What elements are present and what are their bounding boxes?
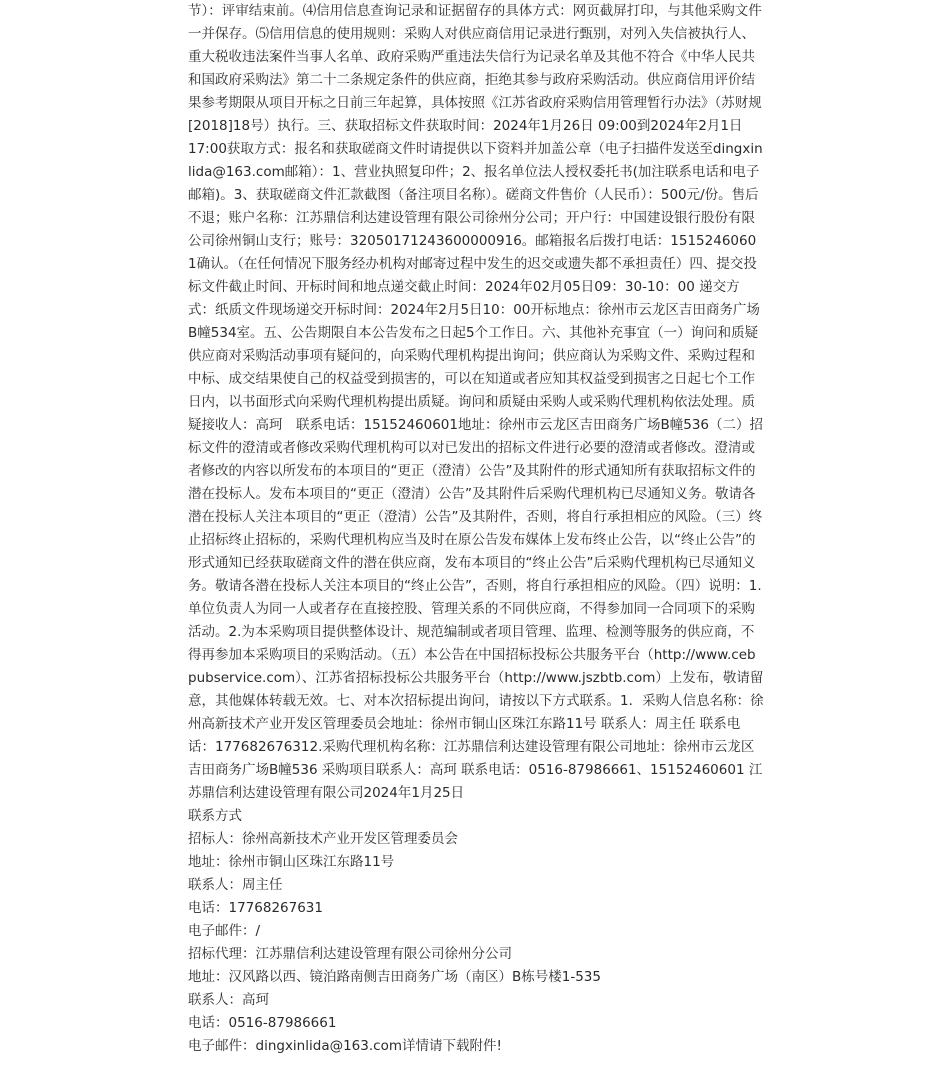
notice-content (188, 0, 770, 1058)
contact-label: 电话： (188, 1015, 229, 1031)
contact-heading: 联系方式 (188, 808, 242, 824)
contact-label: 地址： (188, 969, 229, 985)
contact-label: 电子邮件： (188, 1038, 256, 1054)
contact-line-tenderer (188, 828, 764, 851)
contact-label: 招标人： (188, 831, 242, 847)
contact-line-agency-email (188, 1035, 764, 1058)
contact-value: dingxinlida@163.com详情请下载附件! (255, 1038, 502, 1054)
contact-value: 江苏鼎信利达建设管理有限公司徐州分公司 (255, 946, 512, 962)
contact-line-tenderer-person (188, 874, 764, 897)
contact-line-agency-phone (188, 1012, 764, 1035)
contact-line-tenderer-address (188, 851, 764, 874)
contact-line-agency-address (188, 966, 764, 989)
contact-label: 招标代理： (188, 946, 256, 962)
contact-value: 徐州高新技术产业开发区管理委员会 (242, 831, 458, 847)
contact-value: 17768267631 (228, 900, 323, 916)
contact-value: 0516-87986661 (228, 1015, 337, 1031)
contact-label: 地址： (188, 854, 229, 870)
contact-line-agency (188, 943, 764, 966)
contact-line-tenderer-phone (188, 897, 764, 920)
contact-info-block (188, 805, 764, 1058)
contact-value: 徐州市铜山区珠江东路11号 (228, 854, 395, 870)
contact-line-tenderer-email (188, 920, 764, 943)
contact-label: 联系人： (188, 877, 242, 893)
contact-line-agency-person (188, 989, 764, 1012)
contact-label: 电话： (188, 900, 229, 916)
contact-label: 联系人： (188, 992, 242, 1008)
contact-value: 周主任 (242, 877, 283, 893)
contact-value: 汉风路以西、镜泊路南侧吉田商务广场（南区）B栋号楼1-535 (228, 969, 601, 985)
contact-value: / (255, 923, 261, 939)
contact-label: 电子邮件： (188, 923, 256, 939)
contact-value: 高珂 (242, 992, 269, 1008)
notice-body-paragraph: 节）：评审结束前。⑷信用信息查询记录和证据留存的具体方式：网页截屏打印，与其他采购文件一并保存。⑸信用信息的使用规则：采购人对供应商信用记录进行甄别，对列入失信被执行人、重大税收违法案件当事人名单、政府采购严重违法失信行为记录名单及其他不符合《中华人民共和国政府采购法》第二十二条规定条件的供应商，拒绝其参与政府采购活动。供应商信用评价结果参考期限从项目开标之日前三年起算，具体按照《江苏省政府采购信用管理暂行办法》（苏财规[2018]18号）执行。三、获取招标文件获取时间：2024年1月26日 09:00到2024年2月1日 17:00获取方式：报名和获取磋商文件时请提供以下资料并加盖公章（电子扫描件发送至dingxinlida@163.com邮箱）：1、营业执照复印件；2、报名单位法人授权委托书(加注联系电话和电子邮箱)。3、获取磋商文件汇款截图（备注项目名称）。磋商文件售价（人民币）：500元/份。售后不退；账户名称：江苏鼎信利达建设管理有限公司徐州分公司；开户行：中国建设银行股份有限公司徐州铜山支行；账号：32050171243600000916。邮箱报名后拨打电话：15152460601确认。（在任何情况下服务经办机构对邮寄过程中发生的迟交或遗失都不承担责任）四、提交投标文件截止时间、开标时间和地点递交截止时间：2024年02月05日09：30-10：00 递交方式：纸质文件现场递交开标时间：2024年2月5日10：00开标地点：徐州市云龙区吉田商务广场B幢534室。五、公告期限自本公告发布之日起5个工作日。六、其他补充事宜（一）询问和质疑供应商对采购活动事项有疑问的，向采购代理机构提出询问；供应商认为采购文件、采购过程和中标、成交结果使自己的权益受到损害的，可以在知道或者应知其权益受到损害之日起七个工作日内，以书面形式向采购代理机构提出质疑。询问和质疑由采购人或采购代理机构依法处理。质疑接收人：高珂 联系电话：15152460601地址：徐州市云龙区吉田商务广场B幢536（二）招标文件的澄清或者修改采购代理机构可以对已发出的招标文件进行必要的澄清或者修改。澄清或者修改的内容以所发布的本项目的“更正（澄清）公告”及其附件的形式通知所有获取招标文件的潜在投标人。发布本项目的“更正（澄清）公告”及其附件后采购代理机构已尽通知义务。敬请各潜在投标人关注本项目的“更正（澄清）公告”及其附件，否则，将自行承担相应的风险。（三）终止招标终止招标的，采购代理机构应当及时在原公告发布媒体上发布终止公告，以“终止公告”的形式通知已经获取磋商文件的潜在供应商，发布本项目的“终止公告”后采购代理机构已尽通知义务。敬请各潜在投标人关注本项目的“终止公告”，否则，将自行承担相应的风险。（四）说明：1.单位负责人为同一人或者存在直接控股、管理关系的不同供应商，不得参加同一合同项下的采购活动。2.为本采购项目提供整体设计、规范编制或者项目管理、监理、检测等服务的供应商，不得再参加本采购项目的采购活动。（五）本公告在中国招标投标公共服务平台（http://www.cebpubservice.com）、江苏省招标投标公共服务平台（http://www.jszbtb.com）上发布，敬请留意，其他媒体转载无效。七、对本次招标提出询问，请按以下方式联系。1．采购人信息名称：徐州高新技术产业开发区管理委员会地址：徐州市铜山区珠江东路11号 联系人：周主任 联系电话：177682676312.采购代理机构名称：江苏鼎信利达建设管理有限公司地址：徐州市云龙区吉田商务广场B幢536 采购项目联系人：高珂 联系电话：0516-87986661、15152460601 江苏鼎信利达建设管理有限公司2024年1月25日 (188, 3, 770, 801)
